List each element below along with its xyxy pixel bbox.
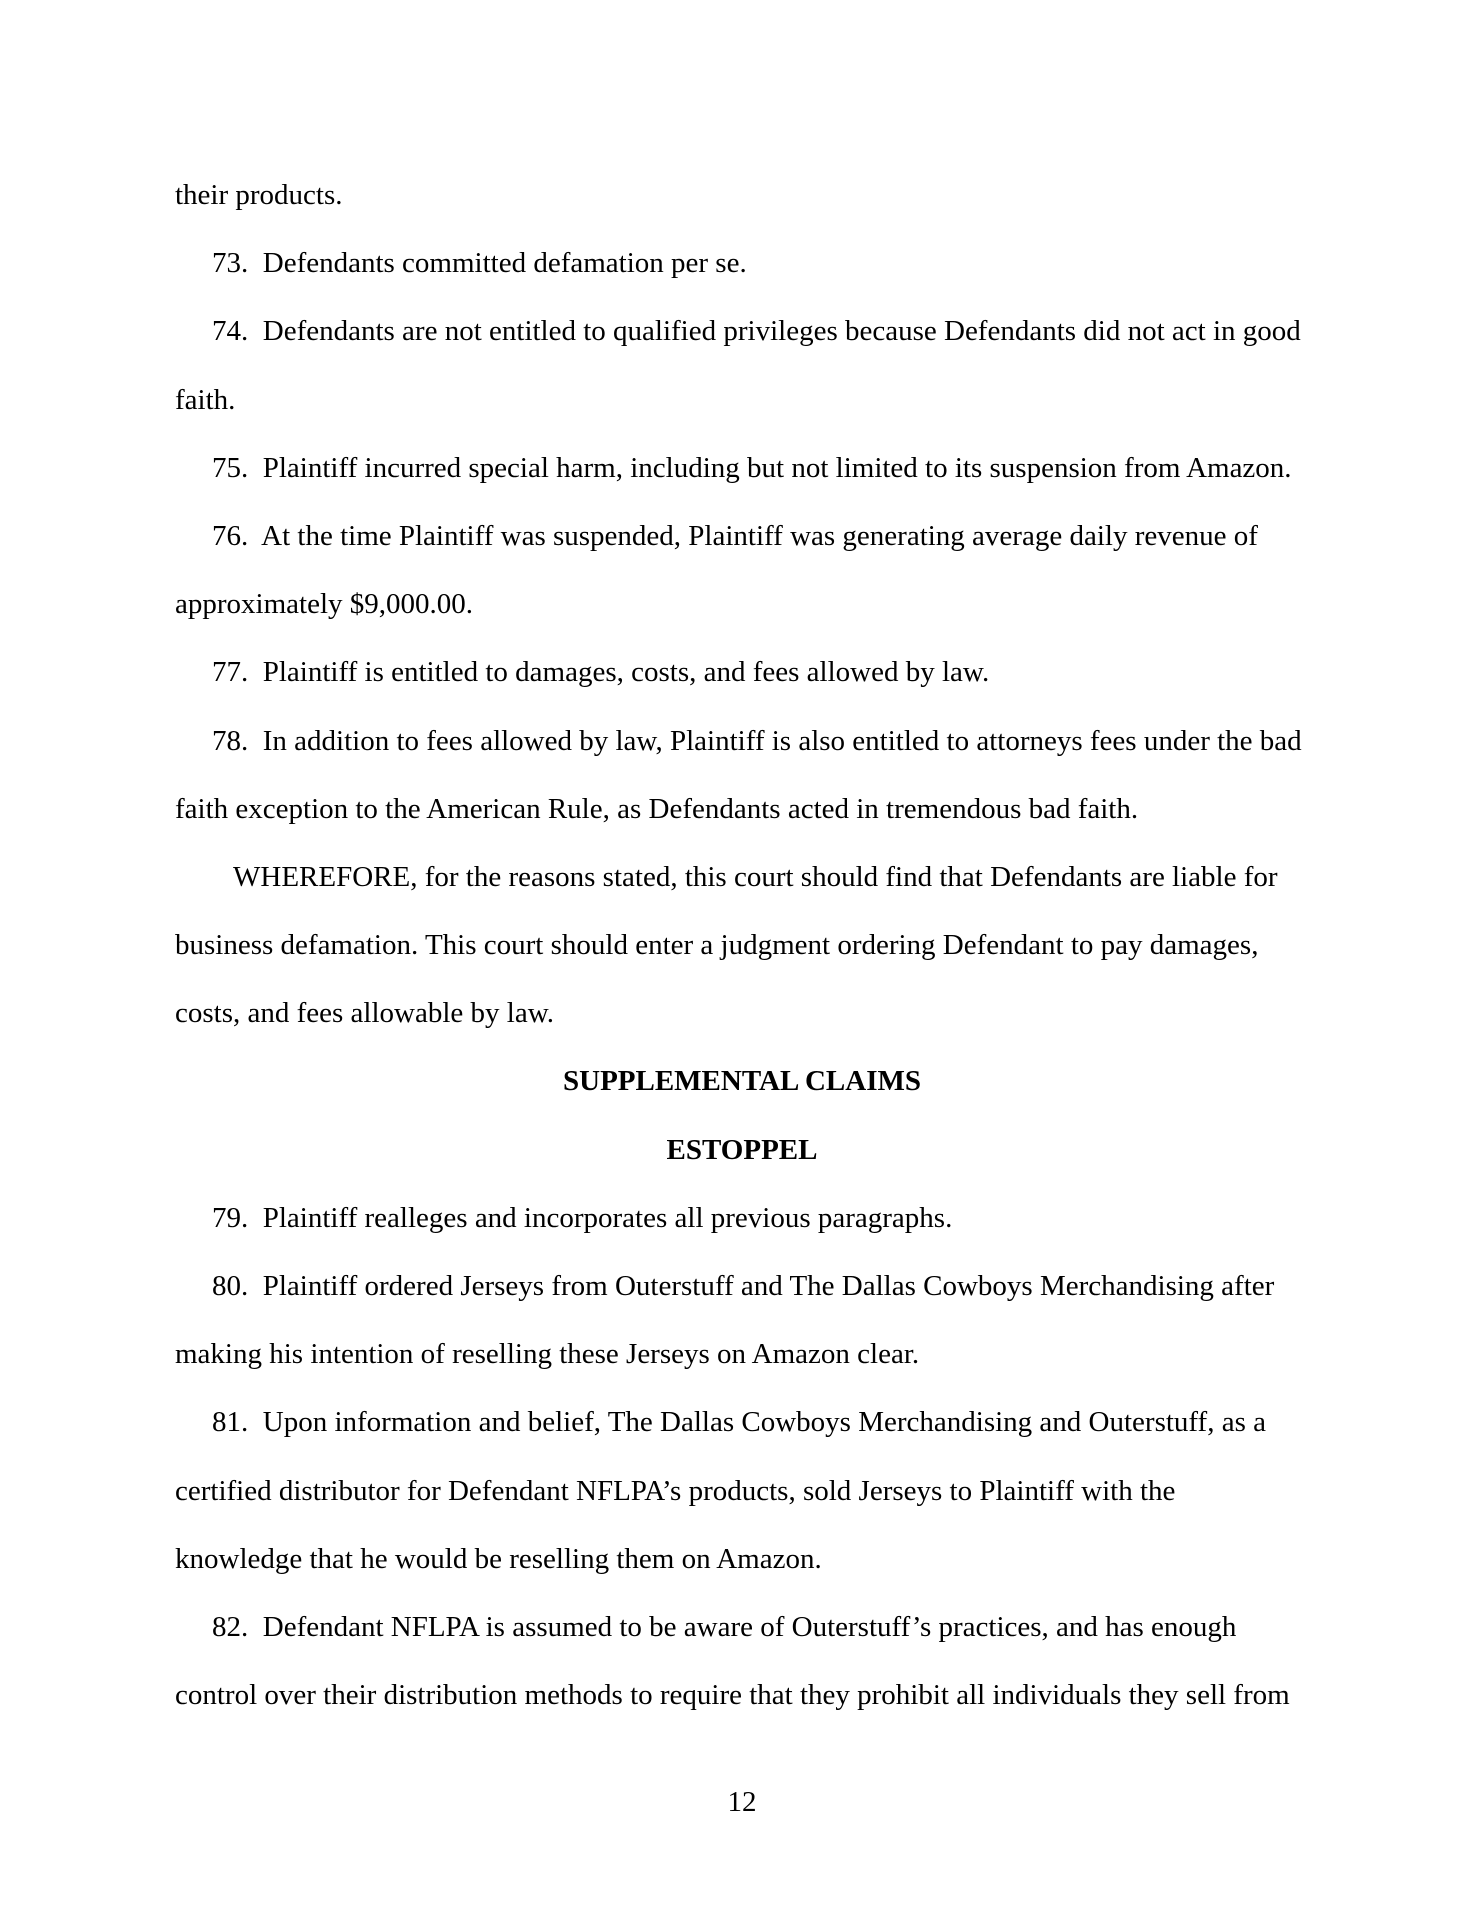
page-number: 12 (727, 1786, 757, 1818)
paragraph-81-line-1: 81. Upon information and belief, The Dallas Cowboys Merchandising and Outerstuff, as a (212, 1406, 1266, 1439)
paragraph-82-line-1: 82. Defendant NFLPA is assumed to be aware of Outerstuff’s practices, and has enough (212, 1610, 1237, 1643)
wherefore-clause-line-1: WHEREFORE, for the reasons stated, this court should find that Defendants are liable for (233, 860, 1278, 893)
document-body (175, 161, 1309, 1729)
paragraph-76-line-2: approximately $9,000.00. (175, 588, 474, 621)
paragraph-79: 79. Plaintiff realleges and incorporates all previous paragraphs. (212, 1201, 953, 1234)
paragraph-82-line-2: control over their distribution methods to require that they prohibit all individuals they sell from (175, 1679, 1290, 1712)
heading-supplemental-claims: SUPPLEMENTAL CLAIMS (563, 1065, 921, 1098)
wherefore-clause-line-2: business defamation. This court should enter a judgment ordering Defendant to pay damages, (175, 929, 1259, 962)
paragraph-74-line-1: 74. Defendants are not entitled to qualified privileges because Defendants did not act in good (212, 315, 1301, 348)
wherefore-clause-line-3: costs, and fees allowable by law. (175, 997, 555, 1030)
paragraph-78-line-2: faith exception to the American Rule, as Defendants acted in tremendous bad faith. (175, 792, 1139, 825)
paragraph-81-line-3: knowledge that he would be reselling them on Amazon. (175, 1542, 822, 1575)
paragraph-80-line-2: making his intention of reselling these Jerseys on Amazon clear. (175, 1338, 920, 1371)
heading-estoppel: ESTOPPEL (666, 1133, 818, 1166)
paragraph-76-line-1: 76. At the time Plaintiff was suspended, Plaintiff was generating average daily revenue of (212, 519, 1258, 552)
paragraph-77: 77. Plaintiff is entitled to damages, costs, and fees allowed by law. (212, 656, 990, 689)
paragraph-80-line-1: 80. Plaintiff ordered Jerseys from Outerstuff and The Dallas Cowboys Merchandising after (212, 1270, 1275, 1302)
paragraph-75: 75. Plaintiff incurred special harm, including but not limited to its suspension from Amazon. (212, 451, 1292, 484)
paragraph-72-continuation-line: their products. (175, 179, 343, 211)
paragraph-78-line-1: 78. In addition to fees allowed by law, Plaintiff is also entitled to attorneys fees under the bad (212, 724, 1302, 757)
paragraph-81-line-2: certified distributor for Defendant NFLPA’s products, sold Jerseys to Plaintiff with the (175, 1474, 1176, 1507)
paragraph-73: 73. Defendants committed defamation per se. (212, 247, 747, 280)
paragraph-74-line-2: faith. (175, 383, 236, 416)
